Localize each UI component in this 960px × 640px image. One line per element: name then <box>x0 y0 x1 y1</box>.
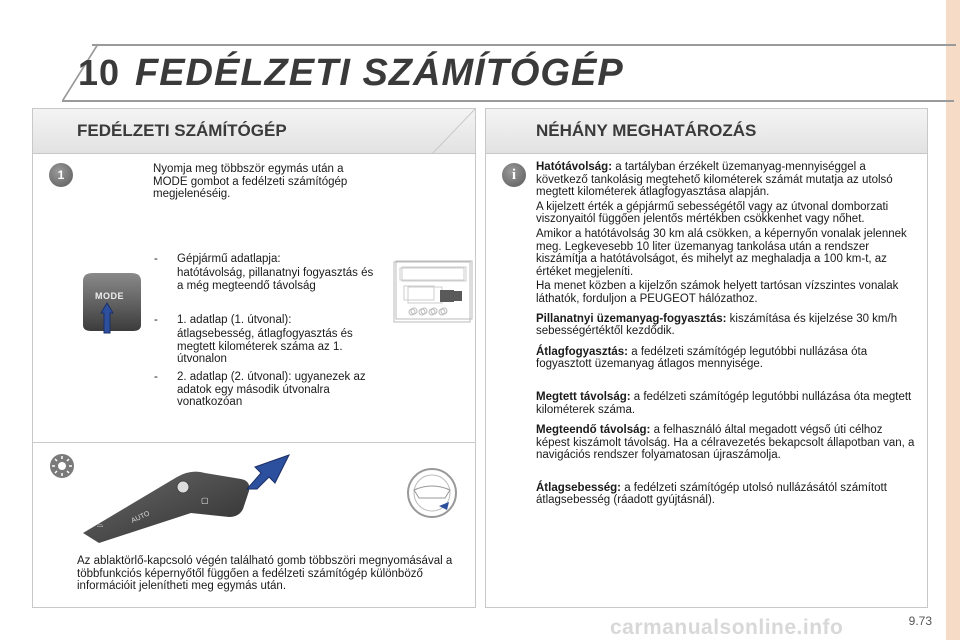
left-row-separator <box>33 153 475 154</box>
list-item-title: 1. adatlap (1. útvonal): <box>177 314 292 326</box>
definition-term: Átlagsebesség: <box>536 481 622 494</box>
list-dash: - <box>154 253 158 265</box>
left-panel <box>32 108 476 608</box>
definition-paragraph <box>536 161 916 199</box>
step-badge: 1 <box>49 163 73 187</box>
definition-text: A kijelzett érték a gépjármű sebességétől vagy az útvonal domborzati viszonyaitól függően jelentős mértékben csökkenhet vagy nőhet. <box>536 200 889 226</box>
list-item-title: 2. adatlap (2. útvonal): ugyanezek az adatok egy második útvonalra vonatkozóan <box>177 371 366 409</box>
mode-button-label: MODE <box>95 291 124 301</box>
press-arrow-icon <box>99 299 129 339</box>
definitions-list <box>536 161 916 507</box>
definition-paragraph <box>536 201 916 226</box>
definition-text: a fedélzeti számítógép utolsó nullázásától számított átlagsebesség (ráadott gyújtásnál). <box>536 481 887 507</box>
pointer-arrow-icon <box>245 453 291 493</box>
definition-term: Átlagfogyasztás: <box>536 345 629 358</box>
list-item-title: Gépjármű adatlapja: <box>177 253 281 265</box>
definition-paragraph <box>536 313 916 338</box>
stalk-auto-label: AUTO <box>130 510 151 525</box>
definition-text: a tartályban érzékelt üzemanyag-mennyiséggel a következő tankolásig megtehető kilométerek számát mutatja az utolsó megtett kilométerek átlagfogyasztása alapján. <box>536 161 893 199</box>
page-number: 9.73 <box>908 614 932 628</box>
watermark-text: carmanualsonline.info <box>610 616 844 639</box>
definition-paragraph <box>536 280 916 305</box>
definition-text: Ha menet közben a kijelzőn számok helyett tartósan vízszintes vonalak láthatók, forduljon a PEUGEOT hálózathoz. <box>536 280 899 305</box>
header-bottom-rule <box>62 100 954 102</box>
definition-term: Pillanatnyi üzemanyag-fogyasztás: <box>536 312 727 325</box>
definition-term: Hatótávolság: <box>536 161 613 173</box>
chapter-number: 10 <box>78 52 121 93</box>
header-top-rule <box>92 44 956 46</box>
left-row-separator <box>33 442 475 443</box>
definition-text: a fedélzeti számítógép legutóbbi nullázása óta megtett kilométerek száma. <box>536 390 912 416</box>
right-row-separator <box>486 153 927 154</box>
definition-paragraph <box>536 424 916 462</box>
steering-wheel-icon <box>405 466 459 520</box>
list-dash: - <box>154 314 158 326</box>
definition-text: kiszámítása és kijelzése 30 km/h sebességértéktől kezdődik. <box>536 312 898 338</box>
left-section-title: FEDÉLZETI SZÁMÍTÓGÉP <box>77 121 287 140</box>
stalk-caption-text: Az ablaktörlő-kapcsoló végén található gomb többszöri megnyomásával a többfunkciós képernyőtől függően a fedélzeti számítógép különböző információit jelenítheti meg egymás után. <box>77 555 453 593</box>
center-console-illustration <box>392 258 472 324</box>
right-section-title: NÉHÁNY MEGHATÁROZÁS <box>536 121 757 140</box>
definition-paragraph <box>536 482 916 507</box>
svg-text:▢: ▢ <box>201 496 209 505</box>
step-intro-text: Nyomja meg többször egymás után a MODE gombot a fedélzeti számítógép megjelenéséig. <box>153 163 348 201</box>
definition-text: a felhasználó által megadott végső úti célhoz képest kiszámolt távolság. Ha a célravezetés bekapcsolt állapotban van, a navigációs rendszer folyamatosan újraszámolja. <box>536 424 915 462</box>
definition-text: a fedélzeti számítógép legutóbbi nullázása óta fogyasztott üzemanyag átlagos mennyisége. <box>536 345 868 371</box>
definition-paragraph <box>536 346 916 371</box>
list-item-detail: átlagsebesség, átlagfogyasztás és megtett kilométerek száma az 1. útvonalon <box>177 328 353 366</box>
definition-term: Megteendő távolság: <box>536 424 651 437</box>
info-icon: i <box>502 163 526 187</box>
chapter-title: FEDÉLZETI SZÁMÍTÓGÉP <box>135 52 624 94</box>
wiper-stalk-illustration <box>81 451 271 543</box>
definition-term: Megtett távolság: <box>536 390 631 403</box>
lighting-badge-icon <box>49 453 75 479</box>
svg-text:⌓: ⌓ <box>97 520 104 529</box>
definition-paragraph <box>536 391 916 416</box>
list-dash: - <box>154 371 158 383</box>
right-panel <box>485 108 928 608</box>
definition-paragraph <box>536 228 916 278</box>
definition-text: Amikor a hatótávolság 30 km alá csökken, a képernyőn vonalak jelennek meg. Legkevesebb 10 liter üzemanyag tankolása után a rendszer kiszámítja a hatótávolságot, és mihelyt az meghaladja a 100 km-t, az értéket megjeleníti. <box>536 227 907 278</box>
list-item-detail: hatótávolság, pillanatnyi fogyasztás és a még megteendő távolság <box>177 267 374 292</box>
